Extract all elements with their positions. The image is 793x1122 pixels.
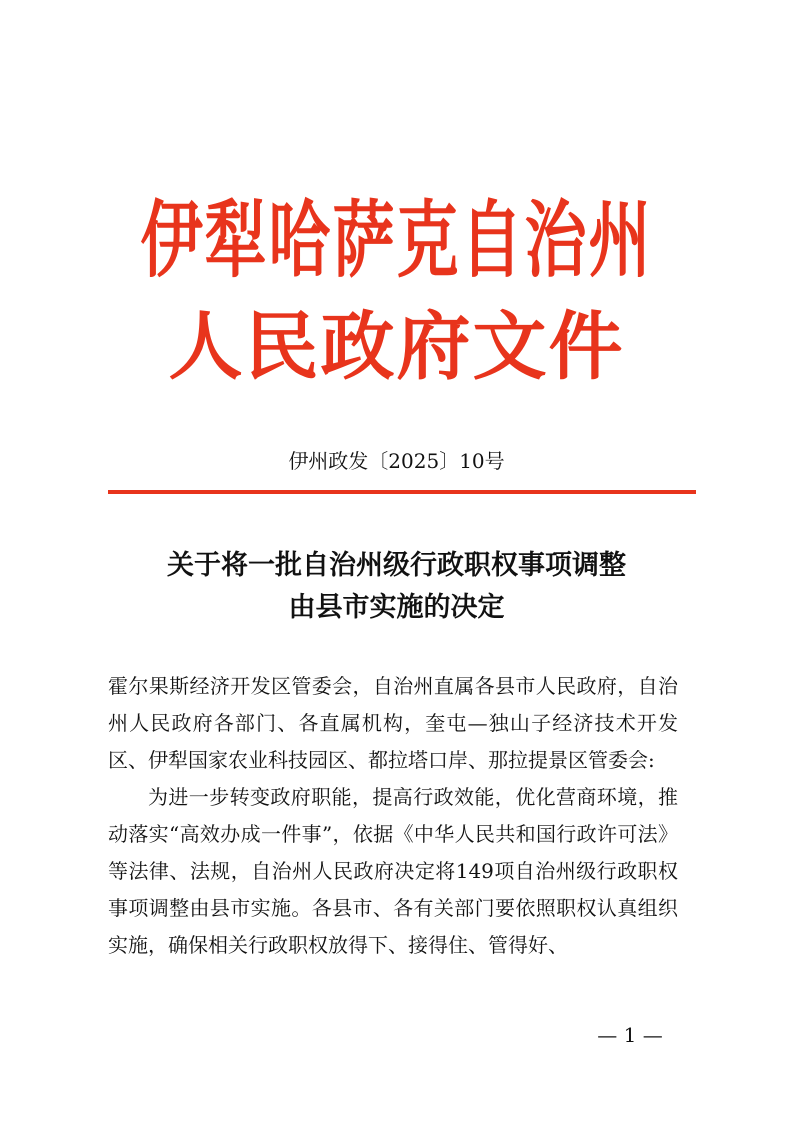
document-number: 伊州政发〔2025〕10号 bbox=[288, 449, 505, 473]
document-title-line2: 由县市实施的决定 bbox=[288, 592, 505, 623]
document-title-line1: 关于将一批自治州级行政职权事项调整 bbox=[167, 550, 626, 581]
addressees-paragraph: 霍尔果斯经济开发区管委会，自治州直属各县市人民政府，自治州人民政府各部门、各直属机构，奎屯—独山子经济技术开发区、伊犁国家农业科技园区、都拉塔口岸、那拉提景区管委会: bbox=[108, 674, 678, 772]
document-title bbox=[0, 545, 793, 629]
body-paragraph-1: 为进一步转变政府职能，提高行政效能，优化营商环境，推动落实“高效办成一件事”，依据《中华人民共和国行政许可法》等法律、法规，自治州人民政府决定将149项自治州级行政职权事项调整由县市实施。各县市、各有关部门要依照职权认真组织实施，确保相关行政职权放得下、接得住、管得好、 bbox=[108, 785, 678, 957]
document-body bbox=[108, 668, 678, 964]
page-number: — 1 — bbox=[597, 1023, 663, 1047]
issuer-name-line2: 人民政府文件 bbox=[168, 304, 625, 390]
issuer-name-line1: 伊犁哈萨克自治州 bbox=[140, 190, 653, 290]
header-red-divider bbox=[108, 490, 696, 494]
